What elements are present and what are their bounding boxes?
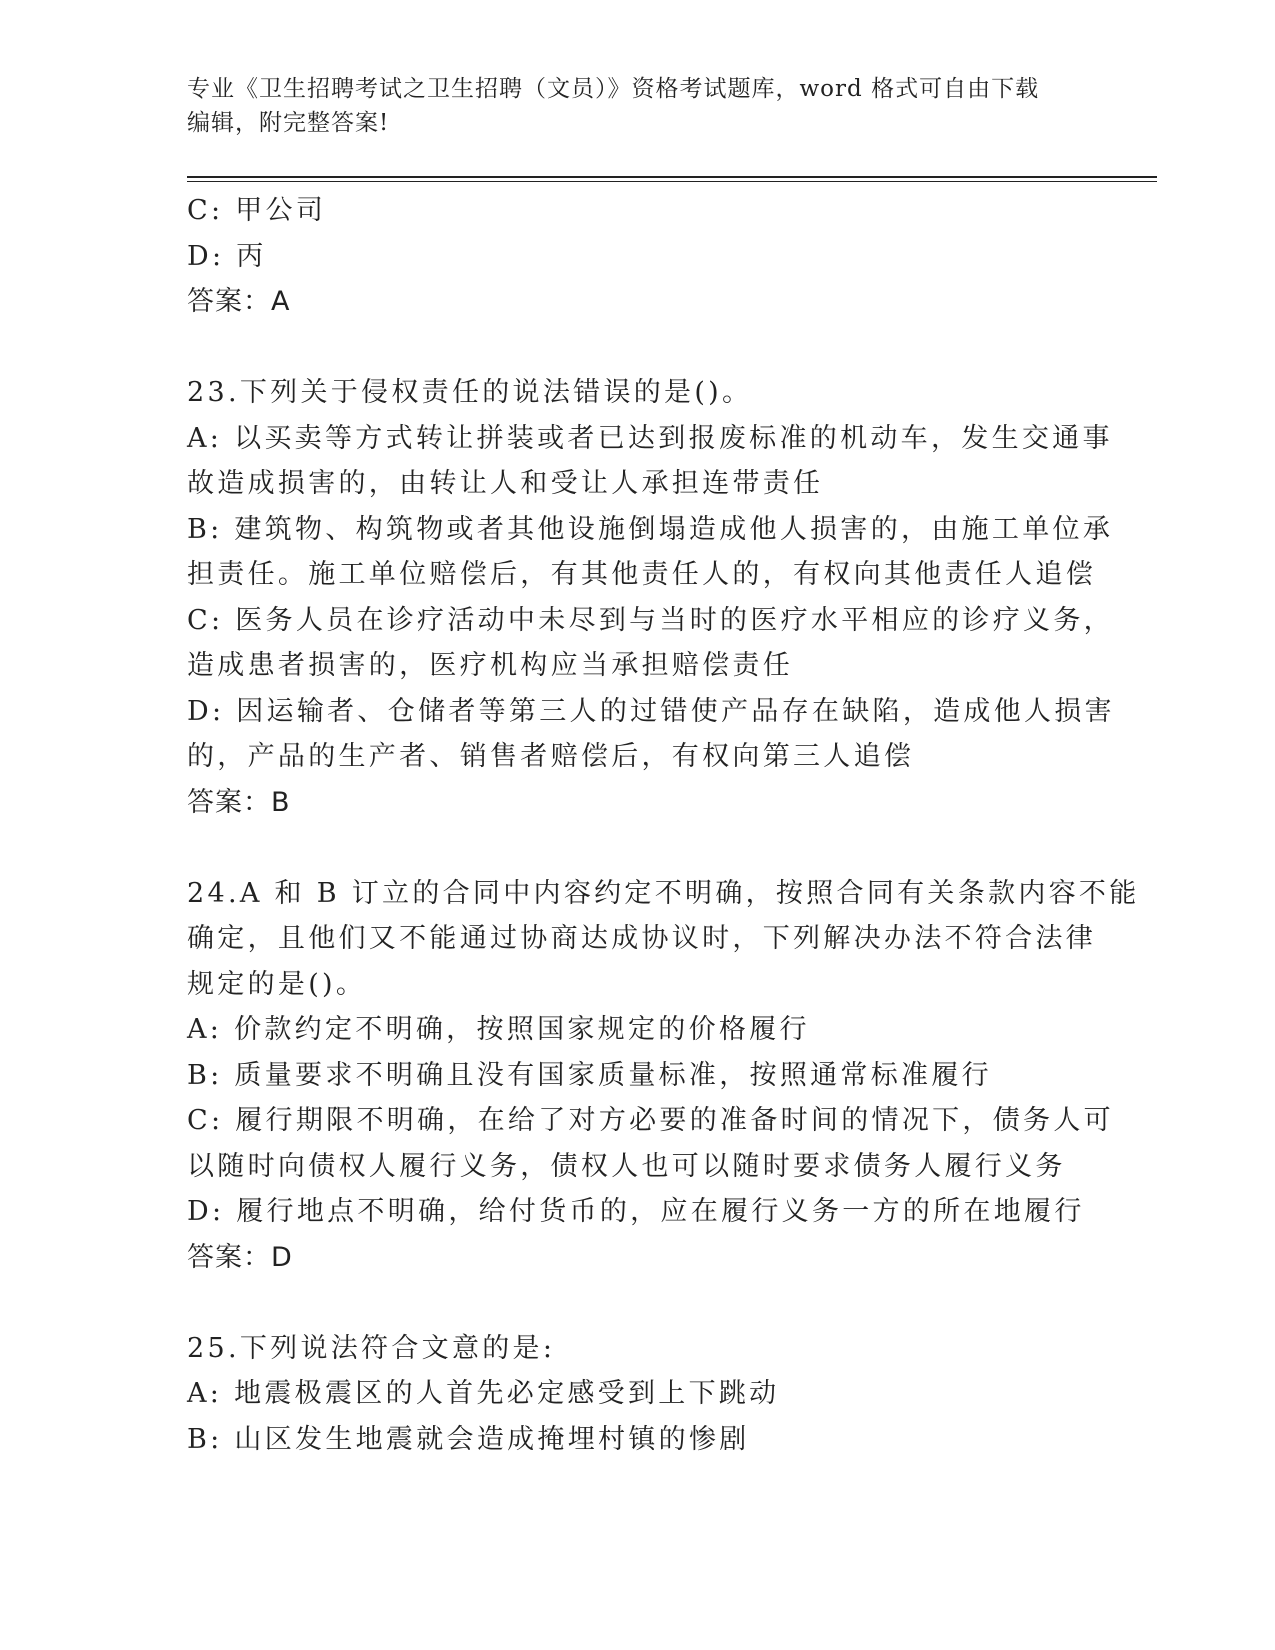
page-header	[187, 72, 1087, 140]
option-c-continued: 以随时向债权人履行义务，债权人也可以随时要求债务人履行义务	[187, 1150, 1066, 1182]
question-23	[187, 370, 1115, 825]
question-stem-continued: 规定的是()。	[187, 968, 367, 1000]
option-d: D: 因运输者、仓储者等第三人的过错使产品存在缺陷，造成他人损害	[187, 695, 1115, 727]
option-c-continued: 造成患者损害的，医疗机构应当承担赔偿责任	[187, 650, 793, 681]
answer-line: 答案：B	[187, 786, 291, 818]
option-a: A: 价款约定不明确，按照国家规定的价格履行	[187, 1014, 810, 1045]
option-b-continued: 担责任。施工单位赔偿后，有其他责任人的，有权向其他责任人追偿	[187, 559, 1096, 590]
option-c: C: 履行期限不明确，在给了对方必要的准备时间的情况下，债务人可	[187, 1105, 1114, 1136]
question-24	[187, 871, 1140, 1281]
option-a-continued: 故造成损害的，由转让人和受让人承担连带责任	[187, 468, 824, 499]
header-divider-thick	[187, 176, 1157, 178]
option-b: B: 建筑物、构筑物或者其他设施倒塌造成他人损害的，由施工单位承	[187, 513, 1114, 545]
option-d: D: 丙	[187, 240, 267, 272]
header-line-2: 编辑，附完整答案!	[187, 110, 390, 136]
spacer	[187, 1280, 1087, 1326]
header-divider-thin	[187, 181, 1157, 182]
spacer	[187, 325, 1087, 371]
answer-line: 答案：D	[187, 1241, 293, 1273]
question-stem-continued: 确定，且他们又不能通过协商达成协议时，下列解决办法不符合法律	[187, 923, 1096, 954]
question-stem: 23.下列关于侵权责任的说法错误的是()。	[187, 377, 753, 408]
question-25	[187, 1326, 1087, 1463]
option-a: A: 地震极震区的人首先必定感受到上下跳动	[187, 1378, 780, 1409]
spacer	[187, 825, 1087, 871]
option-a: A: 以买卖等方式转让拼装或者已达到报废标准的机动车，发生交通事	[187, 422, 1113, 454]
previous-question-tail	[187, 188, 1087, 325]
answer-line: 答案：A	[187, 286, 291, 317]
option-d: D: 履行地点不明确，给付货币的，应在履行义务一方的所在地履行	[187, 1196, 1085, 1227]
option-b: B: 质量要求不明确且没有国家质量标准，按照通常标准履行	[187, 1059, 992, 1091]
option-b: B: 山区发生地震就会造成掩埋村镇的惨剧	[187, 1423, 750, 1455]
option-c: C: 甲公司	[187, 195, 327, 226]
question-stem: 24.A 和 B 订立的合同中内容约定不明确，按照合同有关条款内容不能	[187, 877, 1140, 909]
question-stem: 25.下列说法符合文意的是:	[187, 1332, 556, 1364]
question-content	[187, 188, 1140, 1462]
header-line-1: 专业《卫生招聘考试之卫生招聘（文员）》资格考试题库，word 格式可自由下载	[187, 76, 1040, 102]
option-d-continued: 的，产品的生产者、销售者赔偿后，有权向第三人追偿	[187, 741, 915, 772]
option-c: C: 医务人员在诊疗活动中未尽到与当时的医疗水平相应的诊疗义务，	[187, 604, 1114, 636]
